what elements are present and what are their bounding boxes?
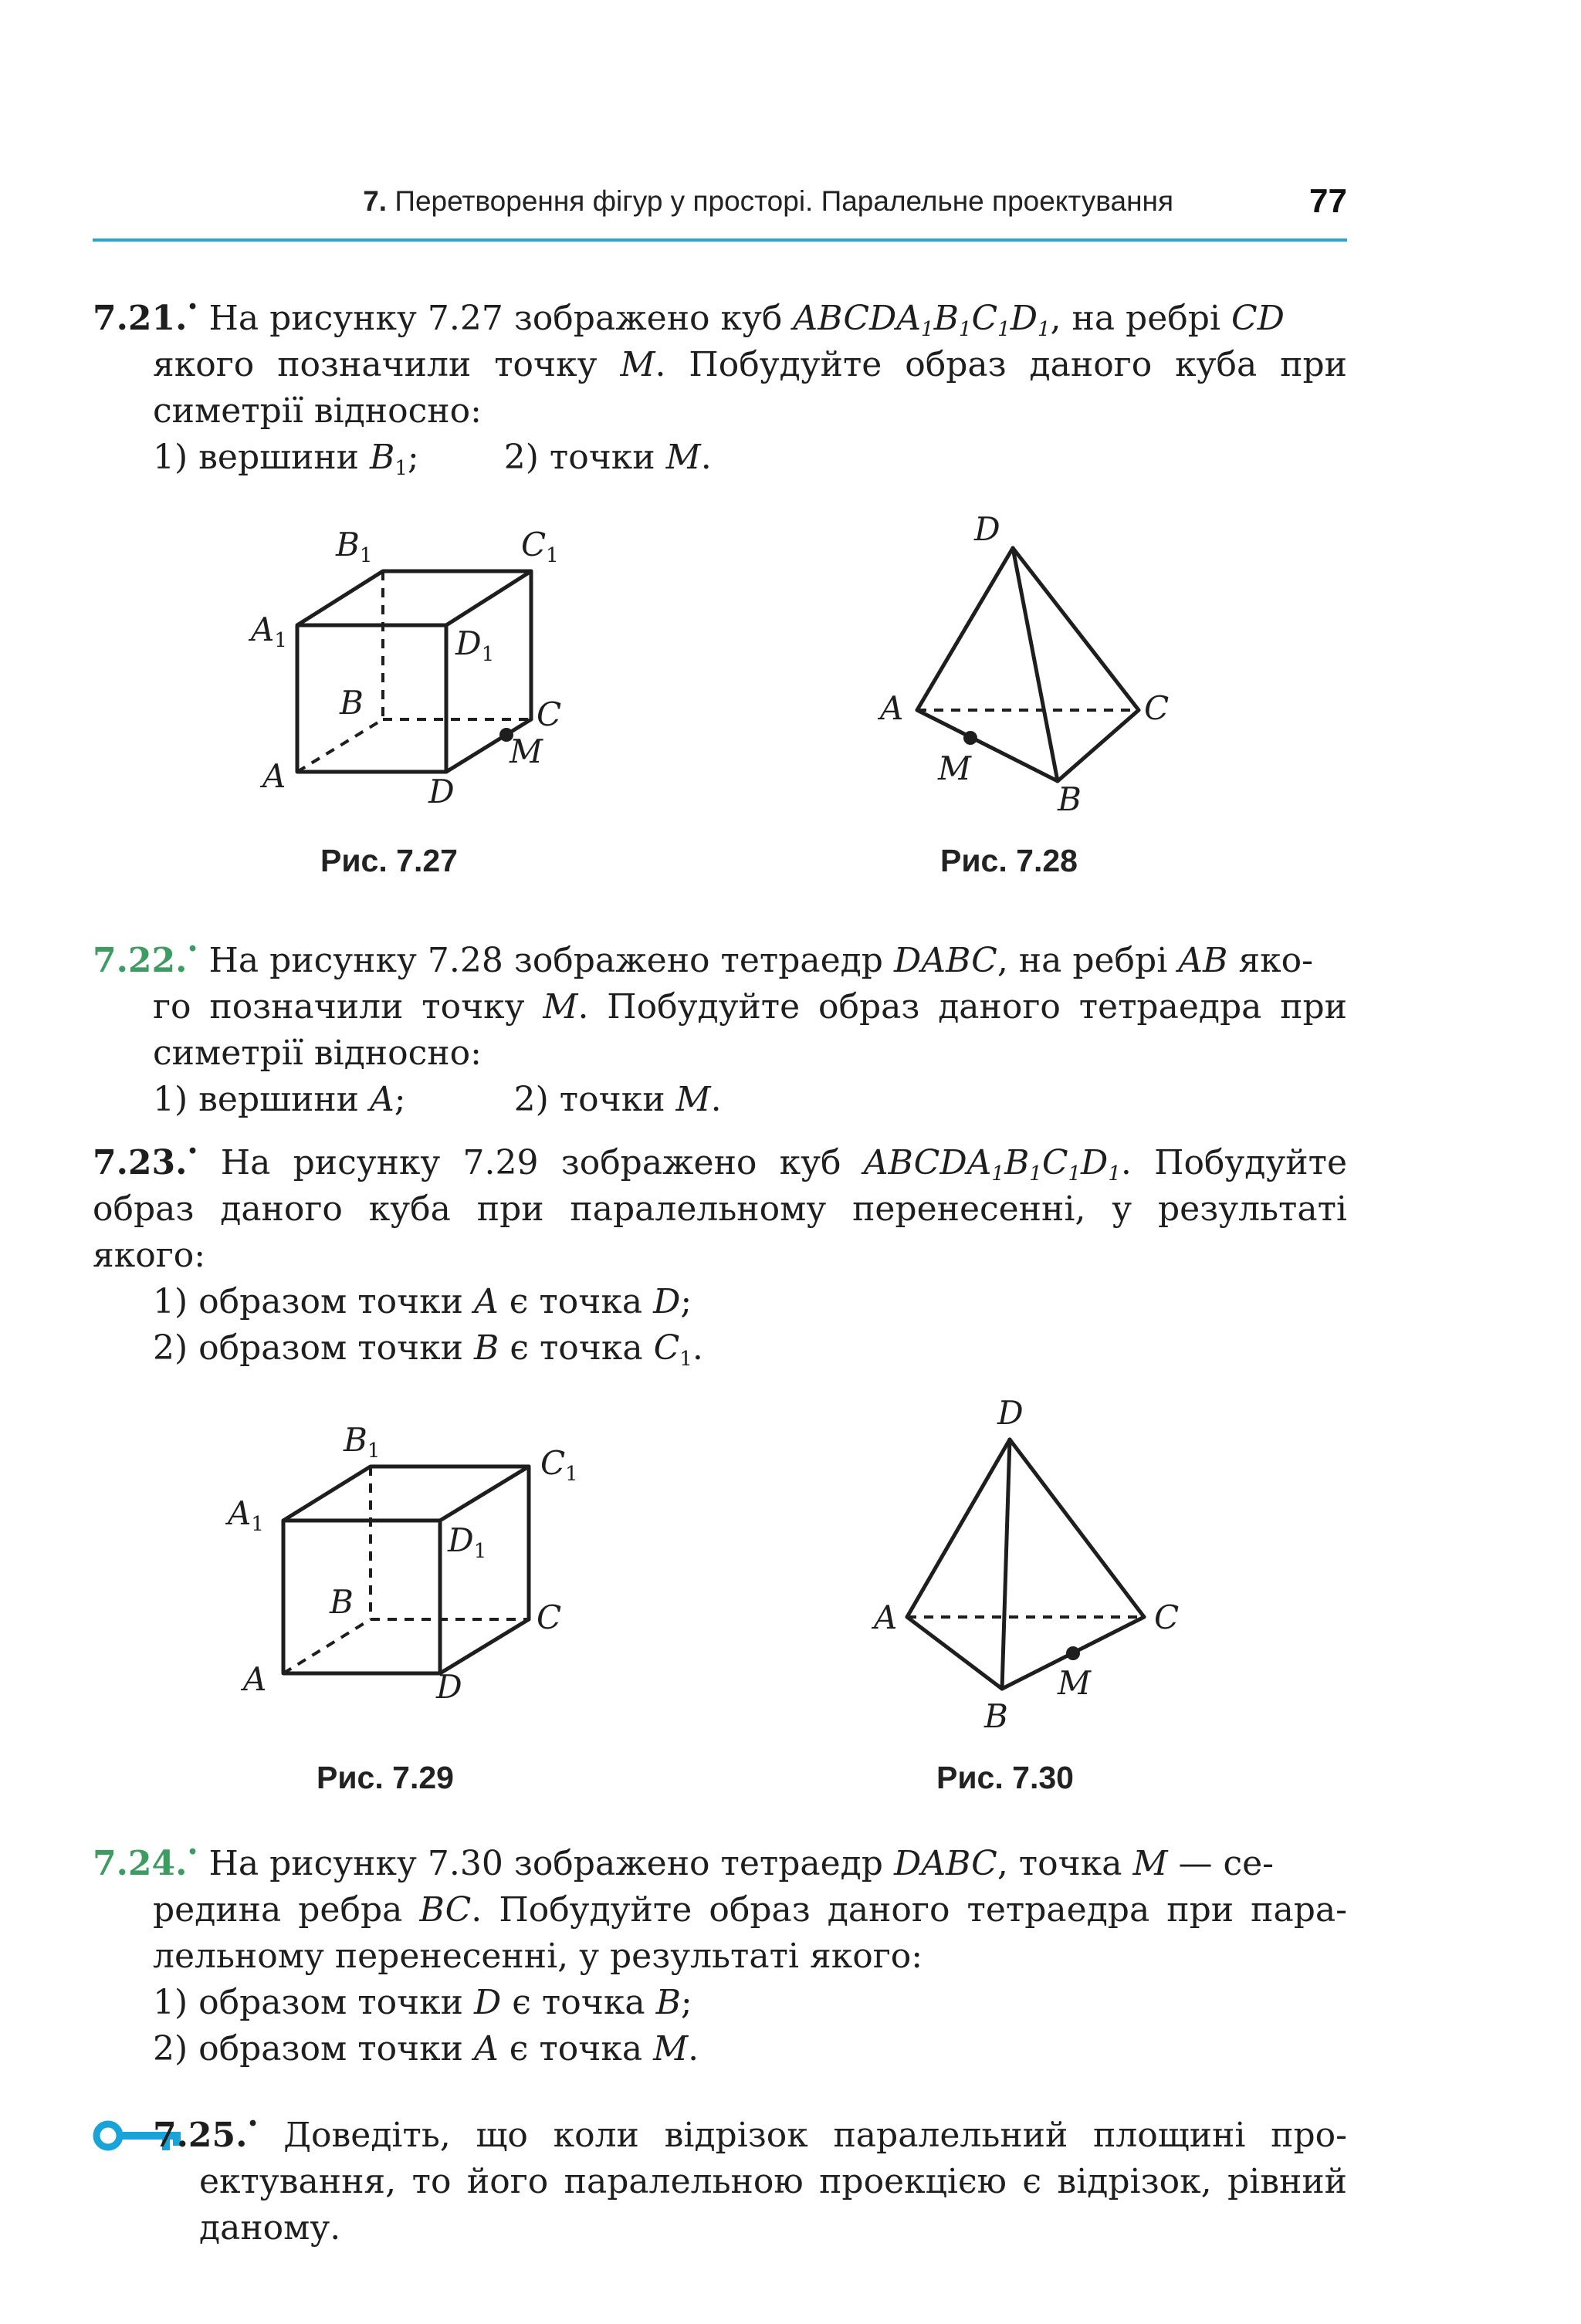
label-A: A bbox=[243, 1660, 267, 1698]
label-B: B bbox=[330, 1583, 354, 1621]
problem-number: 7.21.• bbox=[93, 297, 198, 338]
problem-number: 7.22.• bbox=[93, 939, 198, 980]
label-D: D bbox=[974, 510, 1000, 548]
label-A1: A1 bbox=[228, 1494, 264, 1536]
problem-7-23: 7.23.• На рисунку 7.29 зображено куб $ABCDA_1B_1C_1D_1$. Побудуйте образ даного куба при паралельному перенесенні, у результаті якого: 1) образом точки A є точка D; 2) образом точки B є точка $C_1$. bbox=[93, 1142, 1347, 1371]
label-M: M bbox=[510, 732, 543, 770]
label-D: D bbox=[997, 1394, 1024, 1432]
problem-option-2: 2) образом точки A є точка M. bbox=[153, 2029, 699, 2069]
label-B: B bbox=[340, 684, 364, 722]
problem-7-21: 7.21.• На рисунку 7.27 зображено куб $ABCDA_1B_1C_1D_1$, на ребрі CD якого позначили точку M. Побудуйте образ даного куба при симетрії відносно: 1) вершини $B_1$; 2) точки M. bbox=[93, 297, 1347, 480]
label-D1: D1 bbox=[455, 624, 495, 666]
header-divider bbox=[93, 238, 1347, 242]
figure-caption-7-29: Рис. 7.29 bbox=[317, 1760, 454, 1795]
problem-7-22: 7.22.• На рисунку 7.28 зображено тетраедр DABC, на ребрі AB яко- го позначили точку M. Побудуйте образ даного тетраедра при симетрії відносно: 1) вершини A; 2) точки M. bbox=[93, 926, 1347, 1123]
label-C: C bbox=[1144, 689, 1170, 727]
label-B1: B1 bbox=[336, 526, 373, 567]
problem-options: 1) вершини $B_1$; 2) точки M. bbox=[153, 438, 712, 480]
figure-caption-7-28: Рис. 7.28 bbox=[940, 843, 1078, 878]
chapter-number: 7. bbox=[363, 185, 388, 217]
label-A: A bbox=[880, 689, 904, 727]
problem-option-1: 1) образом точки D є точка B; bbox=[153, 1983, 692, 2022]
label-B: B bbox=[1058, 780, 1082, 818]
label-B1: B1 bbox=[344, 1421, 381, 1463]
label-A1: A1 bbox=[251, 611, 287, 652]
chapter-title bbox=[363, 185, 1173, 218]
label-M: M bbox=[1058, 1664, 1092, 1702]
label-B: B bbox=[984, 1697, 1008, 1735]
label-C: C bbox=[537, 1598, 562, 1636]
label-C1: C1 bbox=[540, 1444, 578, 1486]
page-number: 77 bbox=[1309, 182, 1347, 220]
figure-caption-7-30: Рис. 7.30 bbox=[936, 1760, 1074, 1795]
label-C1: C1 bbox=[521, 526, 559, 567]
problem-number: 7.23.• bbox=[93, 1142, 198, 1182]
label-D1: D1 bbox=[448, 1521, 487, 1563]
figure-7-30-tetrahedron bbox=[865, 1389, 1189, 1735]
problem-options: 1) вершини A; 2) точки M. bbox=[153, 1080, 722, 1119]
problem-number: 7.24.• bbox=[93, 1842, 198, 1883]
label-A: A bbox=[262, 757, 286, 795]
label-C: C bbox=[1154, 1598, 1180, 1636]
problem-option-1: 1) образом точки A є точка D; bbox=[153, 1282, 692, 1321]
problem-7-25: 7.25.• Доведіть, що коли відрізок паралельний площині про-ектування, то його паралельною проекцією є відрізок, рівний даному. bbox=[153, 2114, 1347, 2248]
figure-7-29-cube bbox=[220, 1412, 591, 1724]
problem-7-24: 7.24.• На рисунку 7.30 зображено тетраедр DABC, точка M — се- редина ребра BC. Побудуйте образ даного тетраедра при пара-лельному перенесенні, у результаті якого: 1) образом точки D є точка B; 2) образом точки A є точка M. bbox=[93, 1829, 1347, 2072]
problem-number: 7.25.• bbox=[153, 2114, 259, 2155]
figure-7-28-tetrahedron bbox=[872, 510, 1197, 829]
label-C: C bbox=[537, 695, 562, 733]
label-A: A bbox=[874, 1598, 898, 1636]
page-header bbox=[93, 182, 1347, 228]
label-D: D bbox=[436, 1668, 462, 1706]
figure-7-27-cube bbox=[232, 517, 602, 829]
label-M: M bbox=[938, 749, 972, 787]
label-D: D bbox=[428, 773, 455, 810]
chapter-title-text: Перетворення фігур у просторі. Паралельне проектування bbox=[394, 185, 1173, 217]
figure-caption-7-27: Рис. 7.27 bbox=[320, 843, 458, 878]
problem-option-2: 2) образом точки B є точка $C_1$. bbox=[153, 1328, 703, 1371]
